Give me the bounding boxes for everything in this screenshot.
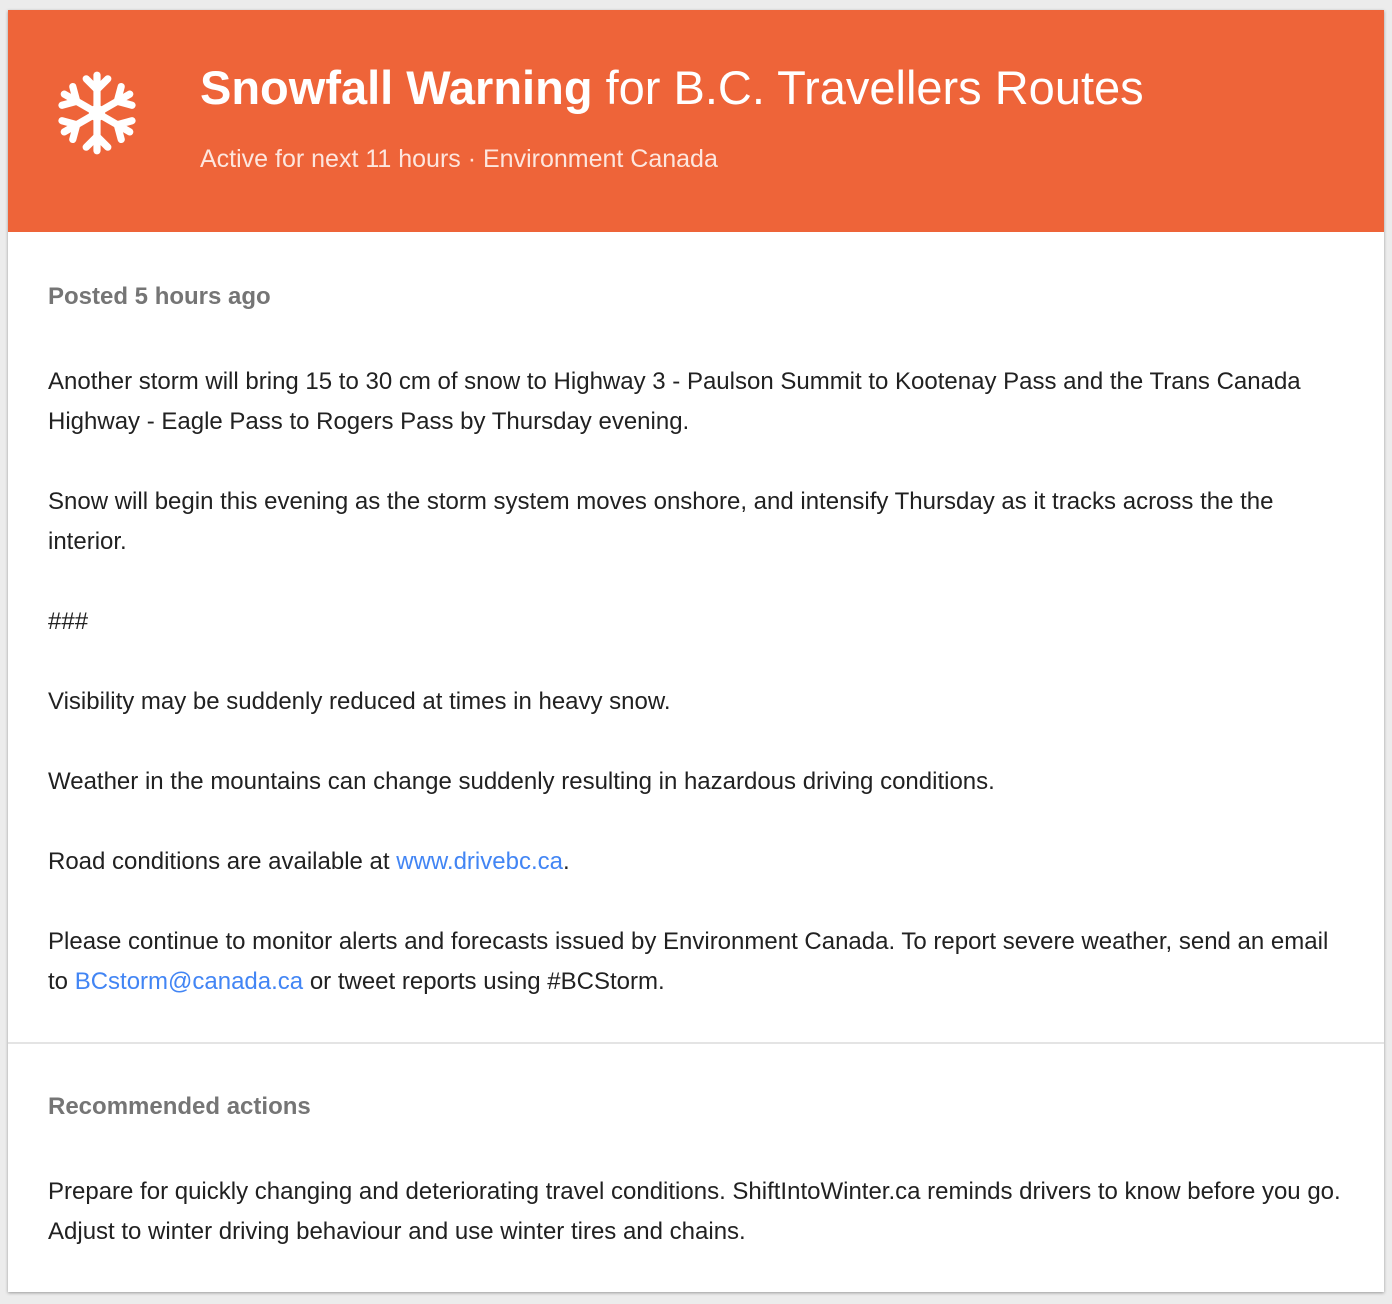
paragraph-storm: Another storm will bring 15 to 30 cm of snow to Highway 3 - Paulson Summit to Kootenay Pass and the Trans Canada Highway - Eagle Pass to Rogers Pass by Thursday evening. <box>48 368 1301 435</box>
recommended-actions-heading: Recommended actions <box>48 1093 311 1120</box>
monitor-text-end: or tweet reports using #BCStorm. <box>303 968 665 995</box>
drivebc-link[interactable]: www.drivebc.ca <box>396 848 563 875</box>
alert-card <box>8 10 1384 1292</box>
paragraph-visibility: Visibility may be suddenly reduced at times in heavy snow. <box>48 688 671 715</box>
bcstorm-email-link[interactable]: BCstorm@canada.ca <box>74 968 304 995</box>
recommended-actions-text: Prepare for quickly changing and deteriorating travel conditions. ShiftIntoWinter.ca reminds drivers to know before you go. Adjust to winter driving behaviour and use winter tires and chains. <box>48 1178 1341 1245</box>
monitor-text: Please continue to monitor alerts and forecasts issued by Environment Canada. To report severe weather, send an email to <box>48 928 1329 995</box>
alert-title-rest: for B.C. Travellers Routes <box>592 61 1144 114</box>
alert-title <box>200 58 1144 118</box>
paragraph-monitor <box>48 922 1348 1002</box>
alert-subtitle: Active for next 11 hours · Environment Canada <box>200 145 718 173</box>
snowflake-icon <box>52 68 142 158</box>
section-divider <box>8 1042 1384 1044</box>
road-conditions-text: Road conditions are available at <box>48 848 397 875</box>
posted-time: Posted 5 hours ago <box>48 283 271 310</box>
paragraph-weather: Weather in the mountains can change suddenly resulting in hazardous driving conditions. <box>48 768 995 795</box>
alert-title-bold: Snowfall Warning <box>200 61 593 114</box>
paragraph-road-conditions <box>48 842 1348 882</box>
paragraph-snow-begin: Snow will begin this evening as the storm system moves onshore, and intensify Thursday as it tracks across the the interior. <box>48 488 1274 555</box>
paragraph-separator: ### <box>48 608 89 635</box>
alert-header <box>8 10 1384 232</box>
road-conditions-end: . <box>562 848 570 875</box>
